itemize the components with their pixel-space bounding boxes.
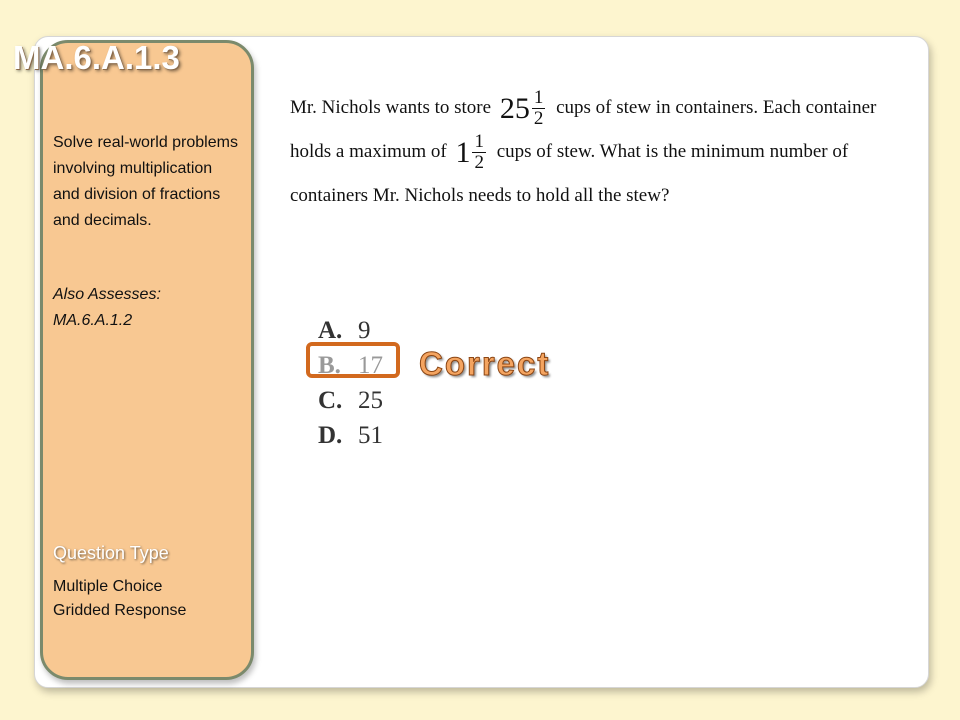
choice-letter: D. (318, 422, 343, 449)
choice-letter: A. (318, 317, 343, 344)
selected-answer-highlight (306, 342, 400, 378)
fraction-denominator: 2 (533, 108, 544, 130)
question-type-list (53, 575, 186, 623)
choice-value: 51 (358, 422, 383, 449)
mixed-number-2 (455, 132, 486, 173)
choice-value: 17 (358, 352, 383, 379)
mixed-whole: 1 (455, 135, 471, 169)
question-type-heading: Question Type (53, 543, 169, 563)
question-part-1: Mr. Nichols wants to store (290, 97, 492, 118)
question-text (290, 86, 900, 218)
question-type-item: Gridded Response (53, 602, 187, 619)
standard-description: Solve real-world problems involving multiplication and division of fractions and decimals. (53, 134, 238, 229)
question-type-item: Multiple Choice (53, 578, 163, 595)
answer-choices (318, 313, 383, 453)
feedback-label: Correct (419, 345, 551, 382)
choice-value: 9 (358, 317, 371, 344)
choice-d[interactable] (318, 418, 383, 453)
fraction-numerator: 1 (533, 87, 544, 109)
choice-value: 25 (358, 387, 383, 414)
fraction (532, 88, 546, 129)
choice-c[interactable] (318, 383, 383, 418)
choice-letter: C. (318, 387, 343, 414)
standard-code: MA.6.A.1.3 (13, 39, 180, 76)
mixed-whole: 25 (499, 91, 530, 125)
fraction (472, 132, 486, 173)
question-part-2: cups of stew in containers. Each container holds a maximum of (290, 97, 877, 162)
question-part-3: cups of stew. What is the minimum number of containers Mr. Nichols needs to hold all the stew? (290, 141, 849, 206)
fraction-denominator: 2 (474, 152, 484, 174)
mixed-number-1 (500, 88, 546, 129)
choice-letter: B. (318, 352, 341, 379)
fraction-numerator: 1 (474, 131, 484, 153)
also-assesses: Also Assesses: MA.6.A.1.2 (53, 286, 161, 329)
